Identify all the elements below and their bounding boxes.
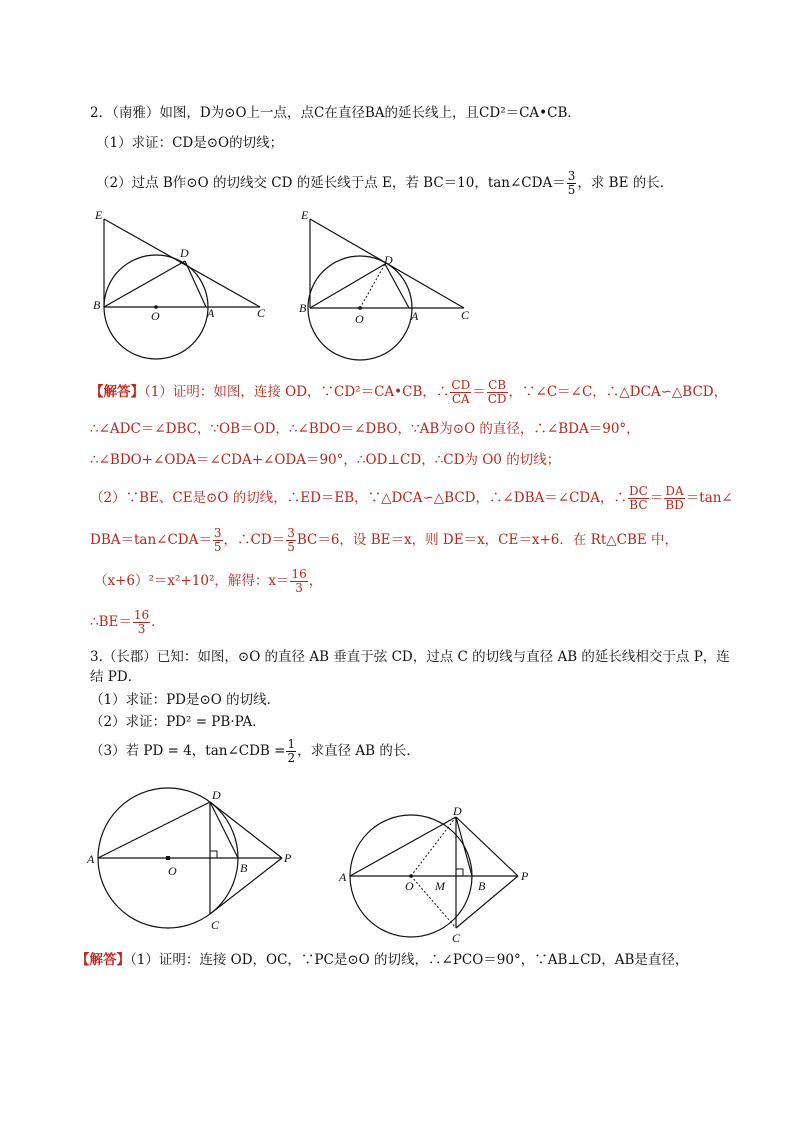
right-angle-mark [456, 869, 463, 876]
problem-2-question-1: （1）求证：CD是⊙O的切线； [96, 135, 284, 151]
label-c: C [211, 918, 220, 932]
label-b: B [93, 298, 101, 312]
label-a: A [339, 870, 347, 884]
label-o: O [151, 309, 160, 323]
line-od-dotted [411, 817, 456, 876]
line-od-dotted [360, 264, 385, 308]
line-ad [98, 802, 210, 858]
problem-2-question-2: （2）过点 B作⊙O 的切线交 CD 的延长线于点 E，若 BC＝10，tan∠CDA＝ $\frac{3}{5}$ ，求 BE 的长． [96, 169, 674, 197]
answer-2-line-2: ∴∠ADC＝∠DBC，∵OB＝OD，∴∠BDO＝∠DBO，∵AB为⊙O 的直径，∴∠BDA＝90°， [90, 421, 640, 437]
label-e: E [95, 208, 103, 222]
label-d: D [180, 246, 189, 260]
fraction-tan-cda: $\frac{3}{5}$ [567, 169, 576, 197]
label-o: O [405, 879, 414, 893]
center-dot [166, 856, 170, 860]
figure-2-left [90, 205, 280, 365]
label-e: E [301, 208, 309, 222]
line-bd [104, 261, 185, 307]
problem-2-title: 2．（南雅）如图，D为⊙O上一点，点C在直径BA的延长线上，且CD²＝CA•CB． [90, 105, 581, 121]
label-d: D [453, 804, 462, 818]
label-o: O [168, 864, 177, 878]
figure-3-right [335, 805, 545, 945]
problem-3-title-line-2: 结 PD． [90, 669, 142, 685]
center-dot [409, 874, 413, 878]
answer-2-line-4: （2）∵BE、CE是⊙O 的切线，∴ED＝EB，∵△DCA∽△BCD，∴∠DBA＝∠CDA，∴ $\frac{DC}{BC}$ ＝ $\frac{DA}{BD}$ ＝tan∠ [90, 484, 733, 512]
figure-3-left [85, 785, 300, 935]
line-da [385, 264, 409, 308]
answer-2-line-6: （x+6）²＝x²+10²，解得：x＝ $\frac{16}{3}$ ， [94, 567, 323, 595]
figure-2-right [298, 205, 488, 365]
line-dp [456, 817, 518, 876]
line-bd [310, 264, 385, 308]
line-dp [210, 802, 282, 858]
answer-2-line-7: ∴BE＝ $\frac{16}{3}$ ． [90, 608, 165, 636]
problem-3-question-1: （1）求证：PD是⊙O 的切线． [90, 692, 281, 708]
right-angle-mark [210, 851, 217, 858]
line-db [210, 802, 238, 858]
label-b: B [240, 861, 248, 875]
label-b: B [299, 301, 307, 315]
label-a: A [411, 309, 419, 323]
label-a: A [207, 306, 215, 320]
answer-2-line-1: 【解答】（1）证明：如图，连接 OD，∵CD²＝CA•CB，∴ $\frac{CD}{CA}$ ＝ $\frac{CB}{CD}$ ，∵∠C＝∠C，∴△DCA∽△BCD， [90, 378, 728, 406]
label-d: D [384, 253, 393, 267]
label-o: O [355, 312, 364, 326]
problem-3-question-2: （2）求证：PD² = PB·PA． [90, 714, 266, 730]
label-p: P [284, 851, 292, 865]
center-dot [358, 306, 362, 310]
label-c: C [452, 931, 461, 945]
answer-3-line-1: 【解答】（1）证明：连接 OD，OC，∵PC是⊙O 的切线，∴∠PCO＝90°，∵AB⊥CD，AB是直径， [76, 952, 689, 968]
problem-3-question-3: （3）若 PD = 4，tan∠CDB = $\frac{1}{2}$ ，求直径 AB 的长． [90, 737, 420, 765]
label-p: P [521, 869, 529, 883]
line-db [456, 817, 472, 876]
problem-3-title-line-1: 3.（长郡）已知：如图，⊙O 的直径 AB 垂直于弦 CD，过点 C 的切线与直径 AB 的延长线相交于点 P，连 [90, 649, 730, 665]
line-oc-dotted [411, 876, 456, 928]
label-c: C [257, 306, 266, 320]
line-ad [350, 817, 456, 876]
answer-2-line-3: ∴∠BDO+∠ODA＝∠CDA+∠ODA＝90°，∴OD⊥CD，∴CD为 O0 的切线； [90, 452, 561, 468]
label-a: A [87, 852, 95, 866]
answer-2-line-5: DBA＝tan∠CDA＝ $\frac{3}{5}$ ，∴CD＝ $\frac{3}{5}$ BC＝6，设 BE＝x，则 DE＝x，CE＝x+6．在 Rt△CBE 中， [90, 526, 679, 554]
label-d: D [212, 788, 221, 802]
label-b: B [478, 879, 486, 893]
line-cp [456, 876, 518, 928]
label-m: M [435, 879, 445, 893]
label-c: C [461, 308, 470, 322]
